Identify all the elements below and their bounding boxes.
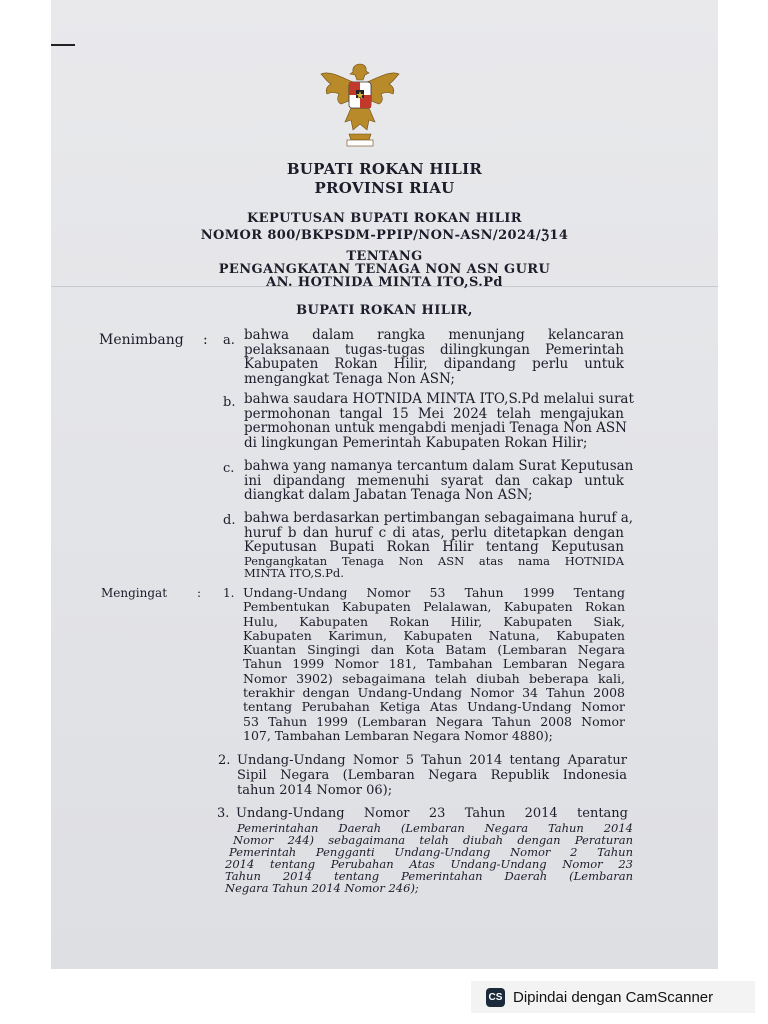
- text-line: Nomor 244) sebagaimana telah diubah dengan Peraturan: [233, 833, 633, 847]
- mengingat-2-mark: 2.: [218, 753, 231, 768]
- text-line: Pemerintahan Daerah (Lembaran Negara Tahun 2014: [237, 821, 633, 835]
- mengingat-2-text: [237, 753, 627, 798]
- header-line1: BUPATI ROKAN HILIR: [286, 160, 483, 178]
- text-line: Sipil Negara (Lembaran Negara Republik Indonesia: [237, 768, 627, 783]
- mengingat-3-italic-text: [225, 822, 633, 894]
- menimbang-colon: :: [203, 332, 208, 348]
- text-line: Hulu, Kabupaten Rokan Hilir, Kabupaten Siak,: [243, 613, 625, 629]
- text-line: permohonan tangal 15 Mei 2024 telah mengajukan: [244, 405, 624, 422]
- text-line: MINTA ITO,S.Pd.: [244, 566, 344, 580]
- text-line: Nomor 3902) sebagaimana telah diubah beberapa kali,: [243, 670, 625, 686]
- text-line: 2014 tentang Perubahan Atas Undang-Undang Nomor 23: [225, 857, 633, 871]
- text-line: Tahun 2014 tentang Pemerintahan Daerah (Lembaran: [225, 869, 633, 883]
- menimbang-label: Menimbang: [99, 332, 184, 348]
- text-line: tahun 2014 Nomor 06);: [237, 783, 393, 798]
- text-line: diangkat dalam Jabatan Tenaga Non ASN;: [244, 487, 533, 503]
- text-line: Undang-Undang Nomor 53 Tahun 1999 Tentang: [243, 585, 625, 600]
- menimbang-b-text: [244, 391, 634, 451]
- subject-line2: AN. HOTNIDA MINTA ITO,S.Pd: [266, 275, 503, 290]
- text-line: Kuantan Singingi dan Kota Batam (Lembaran Negara: [243, 642, 625, 658]
- text-line: Kabupaten Karimun, Kabupaten Natuna, Kabupaten: [243, 627, 625, 643]
- decree-number: NOMOR 800/BKPSDM-PPIP/NON-ASN/2024/ℨ14: [200, 228, 569, 243]
- menimbang-c-text: [244, 458, 634, 503]
- menimbang-b-mark: b.: [223, 395, 236, 410]
- menimbang-a-mark: a.: [223, 333, 235, 348]
- camscanner-label: Dipindai dengan CamScanner: [513, 988, 714, 1006]
- scanned-document: [51, 0, 718, 969]
- menimbang-d-text: [244, 510, 634, 580]
- mengingat-label: Mengingat: [101, 586, 168, 600]
- garuda-emblem-icon: [317, 60, 403, 152]
- text-line: Tahun 1999 Nomor 181, Tambahan Lembaran Negara: [243, 656, 625, 672]
- text-line: pelaksanaan tugas-tugas dilingkungan Pemerintah: [244, 341, 624, 358]
- mengingat-3-text: [236, 806, 628, 821]
- text-line: Kabupaten Rokan Hilir, dipandang perlu untuk: [244, 356, 624, 372]
- text-line: Pengangkatan Tenaga Non ASN atas nama HOTNIDA: [244, 553, 624, 568]
- menimbang-c-mark: c.: [223, 461, 235, 476]
- text-line: 107, Tambahan Lembaran Negara Nomor 4880);: [243, 727, 553, 743]
- menimbang-a-text: [244, 328, 624, 386]
- text-line: bahwa dalam rangka menunjang kelancaran: [244, 327, 624, 343]
- header-line2: PROVINSI RIAU: [314, 179, 455, 197]
- text-line: bahwa saudara HOTNIDA MINTA ITO,S.Pd melalui surat: [244, 391, 634, 407]
- text-line: Pembentukan Kabupaten Pelalawan, Kabupaten Rokan: [243, 599, 625, 615]
- text-line: ini dipandang memenuhi syarat dan cakap untuk: [244, 472, 624, 489]
- text-line: tentang Perubahan Ketiga Atas Undang-Undang Nomor: [243, 699, 625, 715]
- text-line: Undang-Undang Nomor 5 Tahun 2014 tentang Aparatur: [237, 753, 627, 768]
- issuer-title: BUPATI ROKAN HILIR,: [296, 303, 473, 318]
- text-line: permohonan untuk mengabdi menjadi Tenaga Non ASN: [244, 420, 627, 436]
- mengingat-3-mark: 3.: [217, 806, 230, 821]
- decree-title: KEPUTUSAN BUPATI ROKAN HILIR: [246, 211, 522, 226]
- text-line: 53 Tahun 1999 (Lembaran Negara Tahun 2008 Nomor: [243, 713, 625, 729]
- text-line: bahwa berdasarkan pertimbangan sebagaimana huruf a,: [244, 510, 634, 526]
- subject-line1: PENGANGKATAN TENAGA NON ASN GURU: [218, 262, 551, 277]
- text-line: mengangkat Tenaga Non ASN;: [244, 370, 455, 387]
- text-line: di lingkungan Pemerintah Kabupaten Rokan Hilir;: [244, 434, 588, 451]
- text-line: Negara Tahun 2014 Nomor 246);: [225, 881, 419, 895]
- mengingat-colon: :: [197, 586, 202, 600]
- text-line: Undang-Undang Nomor 23 Tahun 2014 tentang: [236, 806, 628, 821]
- mengingat-1-text: [243, 586, 625, 743]
- menimbang-d-mark: d.: [223, 513, 236, 528]
- text-line: terakhir dengan Undang-Undang Nomor 34 Tahun 2008: [243, 685, 625, 701]
- text-line: Keputusan Bupati Rokan Hilir tentang Keputusan: [244, 539, 624, 555]
- camscanner-watermark: [471, 981, 755, 1013]
- tentang-heading: TENTANG: [346, 249, 423, 264]
- mengingat-1-mark: 1.: [223, 586, 235, 600]
- text-line: huruf b dan huruf c di atas, perlu ditetapkan dengan: [244, 524, 624, 541]
- margin-mark: [51, 44, 75, 46]
- text-line: Pemerintah Pengganti Undang-Undang Nomor 2 Tahun: [229, 845, 633, 859]
- camscanner-logo-icon: CS: [486, 988, 505, 1007]
- text-line: bahwa yang namanya tercantum dalam Surat Keputusan: [244, 458, 634, 474]
